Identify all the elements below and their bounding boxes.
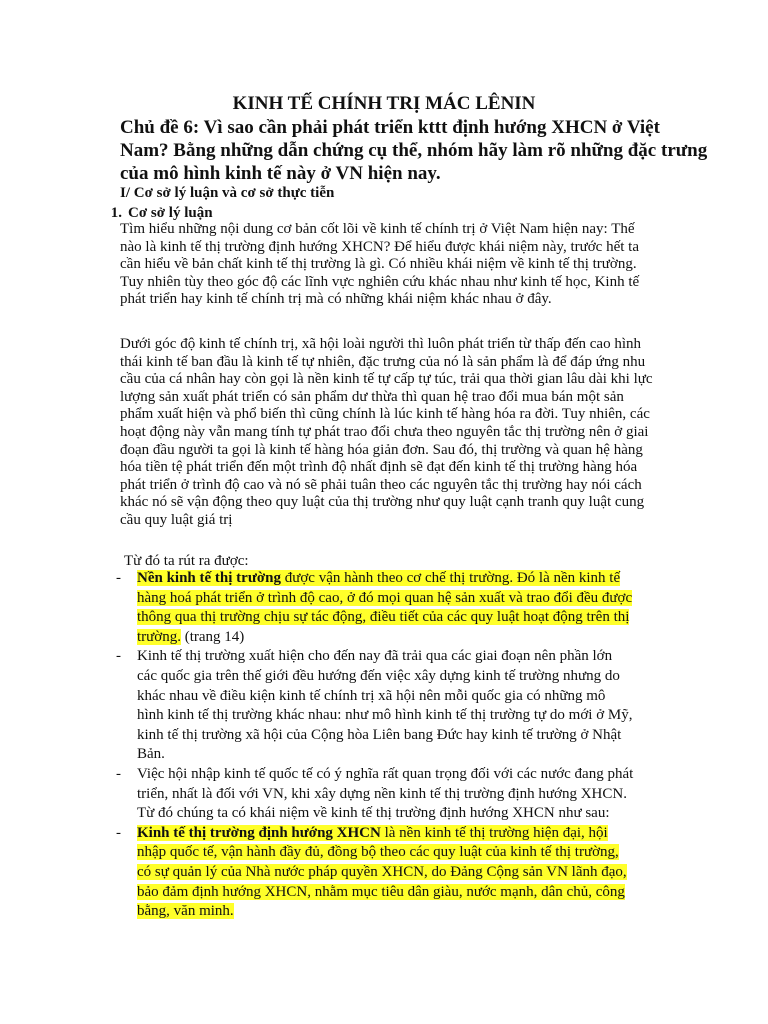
bullet-line xyxy=(137,883,672,903)
highlighted-text: thông qua thị trường chịu sự tác động, điều tiết của các quy luật hoạt động trên thị xyxy=(137,609,630,626)
paragraph-line: hóa tiền tệ phát triển đến một trình độ nhất định sẽ đạt đến kinh tế thị trường hàng hóa xyxy=(120,459,638,476)
bullet-line xyxy=(137,902,672,922)
bullet-dash: - xyxy=(116,765,121,782)
paragraph-line: phát triển ở trình độ cao và nó sẽ phải tuân theo các nguyên tắc thị trường hay nói cách xyxy=(120,476,642,493)
topic-line: Chủ đề 6: Vì sao cần phải phát triển kttt định hướng XHCN ở Việt xyxy=(120,117,660,138)
paragraph-line: Tuy nhiên tùy theo góc độ các lĩnh vực nghiên cứu khác nhau như kinh tế học, Kinh tế xyxy=(120,273,640,290)
bullet-line: Việc hội nhập kinh tế quốc tế có ý nghĩa rất quan trọng đối với các nước đang phát xyxy=(137,765,634,782)
paragraph-line: đoạn đầu người ta gọi là kinh tế hàng hóa giản đơn. Sau đó, thị trường và quan hệ hàng xyxy=(120,441,643,458)
topic-heading xyxy=(120,116,707,185)
bullet-dash: - xyxy=(116,824,121,841)
bullet-line: Bản. xyxy=(137,746,165,763)
bullet-line xyxy=(137,843,672,863)
paragraph-line: cầu quy luật giá trị xyxy=(120,511,233,528)
bullet-line: các quốc gia trên thế giới đều hướng đến việc xây dựng kinh tế trường nhưng do xyxy=(137,667,620,684)
document-title: KINH TẾ CHÍNH TRỊ MÁC LÊNIN xyxy=(232,93,536,114)
paragraph-line: phẩm xuất hiện và phổ biến thì cũng chính là lúc kinh tế hàng hóa ra đời. Tuy nhiên, các xyxy=(120,406,650,423)
bullet-market-economy xyxy=(112,569,672,647)
bullet-line: hình kinh tế thị trường khác nhau: như mô hình kinh tế thị trường tự do mới ở Mỹ, xyxy=(137,707,633,724)
bullet-line: Kinh tế thị trường xuất hiện cho đến nay đã trải qua các giai đoạn nên phần lớn xyxy=(137,648,613,665)
lead-in-text: Từ đó ta rút ra được: xyxy=(124,553,249,569)
topic-line: của mô hình kinh tế này ở VN hiện nay. xyxy=(120,163,441,184)
section-heading: I/ Cơ sở lý luận và cơ sở thực tiễn xyxy=(120,185,335,201)
paragraph-line: cần hiểu về bản chất kinh tế thị trường là gì. Có nhiều khái niệm về kinh tế thị trường. xyxy=(120,256,637,273)
bullet-line: Từ đó chúng ta có khái niệm về kinh tế thị trường định hướng XHCN như sau: xyxy=(137,805,610,822)
bullet-line: kinh tế thị trường xã hội của Cộng hòa Liên bang Đức hay kinh tế trường ở Nhật xyxy=(137,726,622,743)
paragraph-line: Dưới góc độ kinh tế chính trị, xã hội loài người thì luôn phát triển từ thấp đến cao hình xyxy=(120,336,641,352)
highlighted-term: Nền kinh tế thị trường xyxy=(137,570,281,586)
bullet-line: khác nhau về điều kiện kinh tế chính trị xã hội nên mỗi quốc gia có những mô xyxy=(137,687,606,704)
bullet-line xyxy=(137,824,672,844)
bullet-market-history xyxy=(112,647,672,765)
highlighted-text: trường. xyxy=(137,628,181,645)
paragraph-political-economy xyxy=(120,336,653,530)
bullet-line xyxy=(137,628,672,648)
subsection-heading xyxy=(100,203,213,223)
paragraph-line: lượng sản xuất phát triển có sản phẩm dư thừa thì quan hệ trao đổi mua bán một sản xyxy=(120,388,624,405)
bullet-line: triển, nhất là đối với VN, khi xây dựng nền kinh tế thị trường định hướng XHCN. xyxy=(137,785,627,802)
paragraph-line: khác nó sẽ vận động theo quy luật của thị trường như quy luật cạnh tranh quy luật cung xyxy=(120,494,645,511)
highlighted-text: được vận hành theo cơ chế thị trường. Đó là nền kinh tế xyxy=(281,570,621,586)
highlighted-text: là nền kinh tế thị trường hiện đại, hội xyxy=(380,824,608,841)
bullet-list xyxy=(112,569,672,922)
subsection-number: 1. xyxy=(110,205,122,221)
highlighted-text: bằng, văn minh. xyxy=(137,903,234,920)
highlighted-term: Kinh tế thị trường định hướng XHCN xyxy=(137,824,381,841)
page-reference: (trang 14) xyxy=(180,628,245,645)
paragraph-line: thái kinh tế ban đầu là kinh tế tự nhiên, đặc trưng của nó là sản phẩm là để đáp ứng nhu xyxy=(120,353,646,370)
highlighted-text: bảo đảm định hướng XHCN, nhằm mục tiêu dân giàu, nước mạnh, dân chủ, công xyxy=(137,883,625,900)
highlighted-text: có sự quản lý của Nhà nước pháp quyền XHCN, do Đảng Cộng sản VN lãnh đạo, xyxy=(137,863,627,880)
bullet-line xyxy=(137,589,672,609)
bullet-line xyxy=(137,863,672,883)
subsection-label: Cơ sở lý luận xyxy=(128,205,213,221)
bullet-dash: - xyxy=(116,648,121,665)
paragraph-line: Tìm hiểu những nội dung cơ bản cốt lõi về kinh tế chính trị ở Việt Nam hiện nay: Thế xyxy=(120,221,635,237)
paragraph-line: hoạt động này vẫn mang tính tự phát trao đổi chưa theo nguyên tắc thị trường nên ở giai xyxy=(120,423,649,440)
paragraph-line: cầu của cá nhân hay còn gọi là nền kinh tế tự cấp tự túc, trải qua thời gian lâu dài khi lực xyxy=(120,371,653,388)
paragraph-theory xyxy=(120,221,639,309)
bullet-socialist-market-economy xyxy=(112,824,672,922)
paragraph-line: nào là kinh tế thị trường định hướng XHCN? Để hiểu được khái niệm này, trước hết ta xyxy=(120,238,639,255)
topic-line: Nam? Bằng những dẫn chứng cụ thể, nhóm hãy làm rõ những đặc trưng xyxy=(120,140,708,161)
paragraph-line: phát triển hay kinh tế chính trị mà có những khái niệm khác nhau ở đây. xyxy=(120,291,552,308)
highlighted-text: hàng hoá phát triển ở trình độ cao, ở đó mọi quan hệ sản xuất và trao đổi đều được xyxy=(137,589,633,606)
bullet-dash: - xyxy=(116,570,121,586)
highlighted-text: nhập quốc tế, vận hành đầy đủ, đồng bộ theo các quy luật của kinh tế thị trường, xyxy=(137,844,619,861)
bullet-line xyxy=(137,569,672,589)
bullet-integration xyxy=(112,765,672,824)
bullet-line xyxy=(137,608,672,628)
